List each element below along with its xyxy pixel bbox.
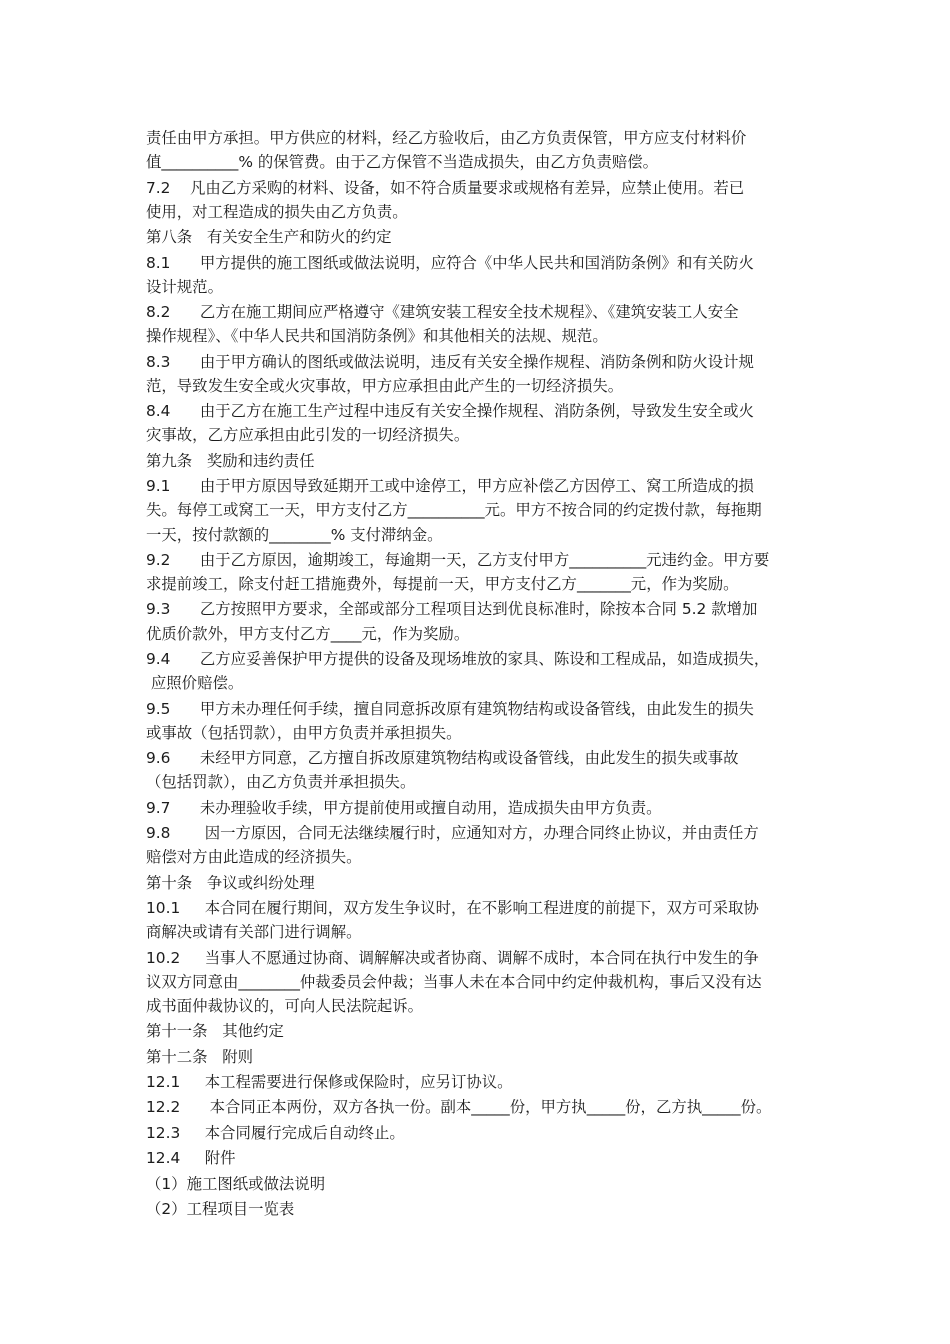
document-line: 10.2 当事人不愿通过协商、调解解决或者协商、调解不成时，本合同在执行中发生的争 — [146, 948, 759, 967]
document-line: 9.3 乙方按照甲方要求，全部或部分工程项目达到优良标准时，除按本合同 5.2 款增加 — [146, 600, 758, 619]
document-line: （包括罚款），由乙方负责并承担损失。 — [146, 773, 416, 792]
document-line: 灾事故，乙方应承担由此引发的一切经济损失。 — [146, 426, 470, 445]
document-line: 优质价款外，甲方支付乙方____元，作为奖励。 — [146, 624, 470, 643]
document-line: 设计规范。 — [146, 277, 223, 296]
document-line: 12.2 本合同正本两份，双方各执一份。副本_____份，甲方执_____份，乙方执_____份。 — [146, 1098, 772, 1117]
document-line: 9.4 乙方应妥善保护甲方提供的设备及现场堆放的家具、陈设和工程成品，如造成损失， — [146, 650, 770, 668]
document-line: 赔偿对方由此造成的经济损失。 — [146, 848, 362, 867]
document-line: 10.1 本合同在履行期间，双方发生争议时，在不影响工程进度的前提下，双方可采取协 — [146, 899, 759, 917]
document-line: 9.8 因一方原因，合同无法继续履行时，应通知对方，办理合同终止协议，并由责任方 — [146, 824, 759, 843]
document-line: （1）施工图纸或做法说明 — [146, 1174, 326, 1193]
document-line: 第九条 奖励和违约责任 — [146, 451, 315, 470]
document-line: 8.1 甲方提供的施工图纸或做法说明，应符合《中华人民共和国消防条例》和有关防火 — [146, 253, 754, 272]
document-line: 8.4 由于乙方在施工生产过程中违反有关安全操作规程、消防条例，导致发生安全或火 — [146, 402, 754, 421]
document-line: 成书面仲裁协议的，可向人民法院起诉。 — [146, 996, 424, 1015]
document-line: 责任由甲方承担。甲方供应的材料，经乙方验收后，由乙方负责保管，甲方应支付材料价 — [146, 129, 747, 147]
document-line: 操作规程》、《中华人民共和国消防条例》和其他相关的法规、规范。 — [146, 327, 608, 346]
contract-document-body — [146, 126, 814, 1221]
document-line: 第十条 争议或纠纷处理 — [146, 873, 315, 892]
document-line: 第十一条 其他约定 — [146, 1022, 284, 1041]
document-line: 范，导致发生安全或火灾事故，甲方应承担由此产生的一切经济损失。 — [146, 376, 624, 395]
document-line: 12.4 附件 — [146, 1149, 236, 1168]
document-line: 求提前竣工，除支付赶工措施费外，每提前一天，甲方支付乙方_______元，作为奖励。 — [146, 575, 739, 594]
document-line: 或事故（包括罚款），由甲方负责并承担损失。 — [146, 723, 462, 742]
document-line: 8.3 由于甲方确认的图纸或做法说明，违反有关安全操作规程、消防条例和防火设计规 — [146, 352, 754, 371]
document-line: 9.6 未经甲方同意，乙方擅自拆改原建筑物结构或设备管线，由此发生的损失或事故 — [146, 749, 739, 768]
document-line: 12.3 本合同履行完成后自动终止。 — [146, 1123, 405, 1142]
document-line: 应照价赔偿。 — [146, 674, 244, 693]
document-line: 7.2 凡由乙方采购的材料、设备，如不符合质量要求或规格有差异，应禁止使用。若已 — [146, 178, 745, 197]
document-line: 第十二条 附则 — [146, 1047, 254, 1066]
document-line: 9.2 由于乙方原因，逾期竣工，每逾期一天，乙方支付甲方__________元违约金。甲方要 — [146, 550, 770, 569]
document-line: 8.2 乙方在施工期间应严格遵守《建筑安装工程安全技术规程》、《建筑安装工人安全 — [146, 303, 739, 322]
document-line: 9.7 未办理验收手续，甲方提前使用或擅自动用，造成损失由甲方负责。 — [146, 798, 662, 817]
document-line: 商解决或请有关部门进行调解。 — [146, 923, 362, 942]
document-line: 一天，按付款额的________% 支付滞纳金。 — [146, 525, 443, 544]
document-line: 使用，对工程造成的损失由乙方负责。 — [146, 202, 408, 221]
document-line: 第八条 有关安全生产和防火的约定 — [146, 228, 392, 247]
document-line: （2）工程项目一览表 — [146, 1199, 295, 1218]
document-line: 9.5 甲方未办理任何手续，擅自同意拆改原有建筑物结构或设备管线，由此发生的损失 — [146, 699, 754, 718]
document-line: 12.1 本工程需要进行保修或保险时，应另订协议。 — [146, 1073, 513, 1092]
document-line: 9.1 由于甲方原因导致延期开工或中途停工，甲方应补偿乙方因停工、窝工所造成的损 — [146, 477, 754, 496]
document-line: 议双方同意由________仲裁委员会仲裁；当事人未在本合同中约定仲裁机构，事后又没有达 — [146, 972, 762, 991]
document-line: 失。每停工或窝工一天，甲方支付乙方__________元。甲方不按合同的约定拨付款，每拖期 — [146, 501, 762, 520]
document-line: 值__________% 的保管费。由于乙方保管不当造成损失，由乙方负责赔偿。 — [146, 153, 659, 172]
